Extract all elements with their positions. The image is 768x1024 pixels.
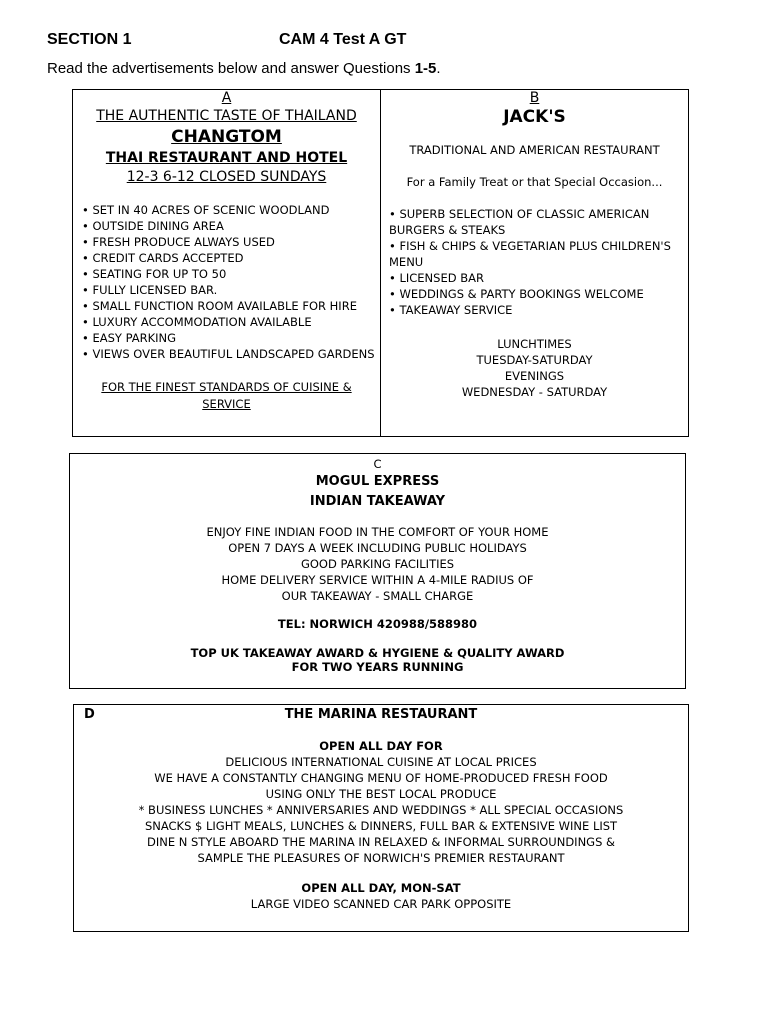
ad-c-tel: TEL: NORWICH 420988/588980 — [277, 617, 478, 631]
feature-item: • WEDDINGS & PARTY BOOKINGS WELCOME — [389, 286, 682, 302]
ad-c-name: MOGUL EXPRESS — [315, 474, 440, 489]
ad-d — [73, 704, 689, 932]
ad-line: SAMPLE THE PLEASURES OF NORWICH'S PREMIER RESTAURANT — [197, 851, 565, 865]
feature-item: • FRESH PRODUCE ALWAYS USED — [82, 234, 380, 250]
ad-b-name: JACK'S — [503, 107, 566, 127]
ad-b-letter: B — [529, 90, 540, 106]
feature-item: • SMALL FUNCTION ROOM AVAILABLE FOR HIRE — [82, 298, 380, 314]
ad-d-open-heading: OPEN ALL DAY FOR — [319, 739, 443, 753]
ad-line: ENJOY FINE INDIAN FOOD IN THE COMFORT OF YOUR HOME — [206, 525, 549, 539]
section-heading: SECTION 1 — [47, 31, 132, 48]
instructions-end: . — [436, 60, 441, 77]
feature-item: • SEATING FOR UP TO 50 — [82, 266, 380, 282]
ad-d-lines — [74, 754, 688, 866]
ad-a-tagline: THE AUTHENTIC TASTE OF THAILAND — [96, 108, 357, 124]
ad-line: GOOD PARKING FACILITIES — [300, 557, 455, 571]
feature-item: • EASY PARKING — [82, 330, 380, 346]
ad-c — [69, 453, 686, 689]
ads-a-b-box — [72, 89, 689, 437]
feature-item: • VIEWS OVER BEAUTIFUL LANDSCAPED GARDENS — [82, 346, 380, 362]
ad-line: USING ONLY THE BEST LOCAL PRODUCE — [265, 787, 497, 801]
ad-b-hours — [381, 336, 688, 400]
feature-item: • TAKEAWAY SERVICE — [389, 302, 682, 318]
ad-a — [73, 90, 380, 436]
ad-line: OPEN 7 DAYS A WEEK INCLUDING PUBLIC HOLIDAYS — [228, 541, 527, 555]
test-title: CAM 4 Test A GT — [279, 31, 407, 48]
ad-c-subtitle: INDIAN TAKEAWAY — [309, 494, 446, 509]
ad-d-open-days: OPEN ALL DAY, MON-SAT — [301, 881, 461, 895]
hours-line: EVENINGS — [504, 369, 565, 383]
ad-a-hours: 12-3 6-12 CLOSED SUNDAYS — [126, 169, 327, 185]
feature-item: • SET IN 40 ACRES OF SCENIC WOODLAND — [82, 202, 380, 218]
instructions-text: Read the advertisements below and answer Questions — [47, 60, 415, 77]
ad-c-lines — [70, 524, 685, 604]
ad-b — [381, 90, 688, 436]
ad-line: * BUSINESS LUNCHES * ANNIVERSARIES AND WEDDINGS * ALL SPECIAL OCCASIONS — [138, 803, 624, 817]
feature-item: • OUTSIDE DINING AREA — [82, 218, 380, 234]
ad-line: DINE N STYLE ABOARD THE MARINA IN RELAXED & INFORMAL SURROUNDINGS & — [146, 835, 616, 849]
ad-a-subtitle: THAI RESTAURANT AND HOTEL — [105, 150, 348, 166]
hours-line: WEDNESDAY - SATURDAY — [461, 385, 608, 399]
ad-a-footer: FOR THE FINEST STANDARDS OF CUISINE & SERVICE — [101, 380, 352, 411]
ad-a-features — [82, 202, 380, 362]
ad-d-parking: LARGE VIDEO SCANNED CAR PARK OPPOSITE — [250, 897, 512, 911]
feature-item: • CREDIT CARDS ACCEPTED — [82, 250, 380, 266]
feature-item: • SUPERB SELECTION OF CLASSIC AMERICAN BURGERS & STEAKS — [389, 206, 682, 238]
ad-c-award-1: TOP UK TAKEAWAY AWARD & HYGIENE & QUALITY AWARD — [190, 646, 565, 660]
ad-a-name: CHANGTOM — [171, 127, 282, 147]
feature-item: • LUXURY ACCOMMODATION AVAILABLE — [82, 314, 380, 330]
ad-line: HOME DELIVERY SERVICE WITHIN A 4-MILE RADIUS OF — [221, 573, 534, 587]
ad-b-slogan: For a Family Treat or that Special Occasion... — [406, 175, 663, 189]
ad-a-letter: A — [221, 90, 232, 106]
ad-d-letter: D — [84, 707, 95, 722]
feature-item: • LICENSED BAR — [389, 270, 682, 286]
hours-line: LUNCHTIMES — [497, 337, 572, 351]
feature-item: • FULLY LICENSED BAR. — [82, 282, 380, 298]
instructions — [47, 60, 441, 77]
ad-line: OUR TAKEAWAY - SMALL CHARGE — [281, 589, 474, 603]
hours-line: TUESDAY-SATURDAY — [476, 353, 593, 367]
ad-b-subtitle: TRADITIONAL AND AMERICAN RESTAURANT — [409, 143, 660, 157]
ad-line: DELICIOUS INTERNATIONAL CUISINE AT LOCAL PRICES — [225, 755, 537, 769]
ad-c-award-2: FOR TWO YEARS RUNNING — [291, 660, 464, 674]
ad-b-features — [389, 206, 682, 318]
question-range: 1-5 — [414, 60, 437, 77]
feature-item: • FISH & CHIPS & VEGETARIAN PLUS CHILDREN'S MENU — [389, 238, 682, 270]
ad-line: WE HAVE A CONSTANTLY CHANGING MENU OF HOME-PRODUCED FRESH FOOD — [154, 771, 608, 785]
ad-line: SNACKS $ LIGHT MEALS, LUNCHES & DINNERS, FULL BAR & EXTENSIVE WINE LIST — [144, 819, 618, 833]
ad-c-letter: C — [373, 457, 382, 471]
ad-d-name: THE MARINA RESTAURANT — [284, 707, 478, 722]
